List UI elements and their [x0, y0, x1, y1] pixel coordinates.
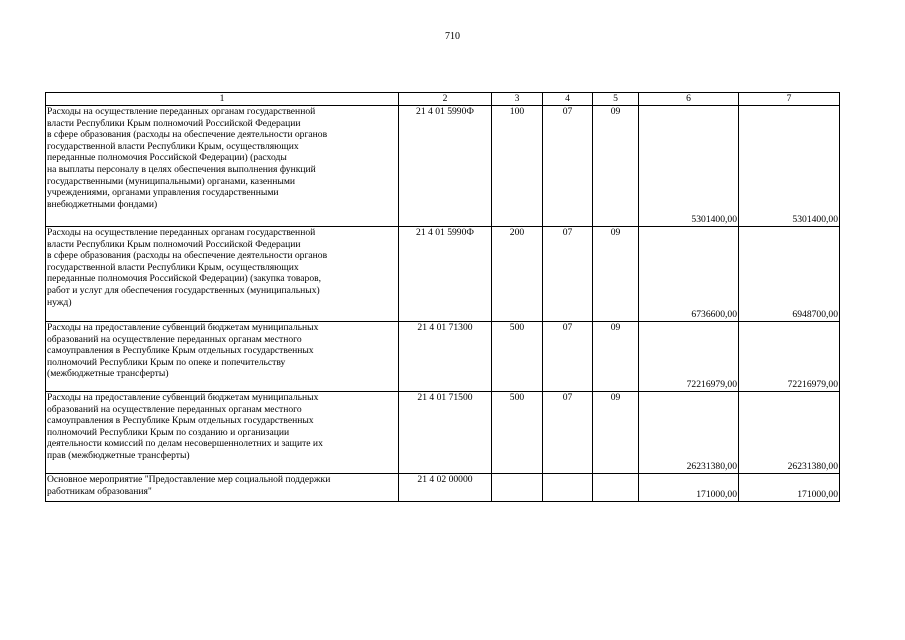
amount-col7: 171000,00 [739, 474, 840, 502]
header-cell: 2 [399, 93, 492, 106]
amount-col7: 5301400,00 [739, 106, 840, 227]
table-row [46, 227, 840, 322]
expense-name: Расходы на осуществление переданных органам государственной власти Республики Крым полномочий Российской Федерации в сфере образования (расходы на обеспечение деятельности органов государственной власти Республики Крым, осуществляющих переданные полномочия Российской Федерации) (закупка товаров, работ и услуг для обеспечения государственных (муниципальных) нужд) [46, 227, 399, 322]
budget-table [45, 92, 840, 502]
amount-col7: 6948700,00 [739, 227, 840, 322]
header-cell: 5 [593, 93, 639, 106]
header-cell: 3 [492, 93, 543, 106]
table-row [46, 474, 840, 502]
expense-type: 100 [492, 106, 543, 227]
table-row [46, 106, 840, 227]
target-code: 21 4 01 5990Ф [399, 227, 492, 322]
section [543, 474, 593, 502]
section: 07 [543, 106, 593, 227]
target-code: 21 4 01 5990Ф [399, 106, 492, 227]
subsection [593, 474, 639, 502]
table-header-row [46, 93, 840, 106]
target-code: 21 4 01 71300 [399, 322, 492, 392]
expense-name: Расходы на осуществление переданных органам государственной власти Республики Крым полномочий Российской Федерации в сфере образования (расходы на обеспечение деятельности органов государственной власти Республики Крым, осуществляющих переданные полномочия Российской Федерации) (расходы на выплаты персоналу в целях обеспечения выполнения функций государственными (муниципальными) органами, казенными учреждениями, органами управления государственными внебюджетными фондами) [46, 106, 399, 227]
amount-col6: 26231380,00 [639, 392, 739, 474]
expense-name: Расходы на предоставление субвенций бюджетам муниципальных образований на осуществление переданных органам местного самоуправления в Республике Крым отдельных государственных полномочий Республики Крым по созданию и организации деятельности комиссий по делам несовершеннолетних и защите их прав (межбюджетные трансферты) [46, 392, 399, 474]
expense-type [492, 474, 543, 502]
section: 07 [543, 392, 593, 474]
section: 07 [543, 227, 593, 322]
subsection: 09 [593, 392, 639, 474]
expense-name: Основное мероприятие "Предоставление мер социальной поддержки работникам образования" [46, 474, 399, 502]
subsection: 09 [593, 322, 639, 392]
target-code: 21 4 01 71500 [399, 392, 492, 474]
expense-type: 500 [492, 322, 543, 392]
expense-type: 200 [492, 227, 543, 322]
header-cell: 1 [46, 93, 399, 106]
header-cell: 6 [639, 93, 739, 106]
header-cell: 7 [739, 93, 840, 106]
amount-col6: 171000,00 [639, 474, 739, 502]
expense-type: 500 [492, 392, 543, 474]
header-cell: 4 [543, 93, 593, 106]
section: 07 [543, 322, 593, 392]
amount-col6: 5301400,00 [639, 106, 739, 227]
amount-col7: 26231380,00 [739, 392, 840, 474]
amount-col6: 6736600,00 [639, 227, 739, 322]
amount-col7: 72216979,00 [739, 322, 840, 392]
target-code: 21 4 02 00000 [399, 474, 492, 502]
amount-col6: 72216979,00 [639, 322, 739, 392]
subsection: 09 [593, 227, 639, 322]
expense-name: Расходы на предоставление субвенций бюджетам муниципальных образований на осуществление переданных органам местного самоуправления в Республике Крым отдельных государственных полномочий Республики Крым по опеке и попечительству (межбюджетные трансферты) [46, 322, 399, 392]
subsection: 09 [593, 106, 639, 227]
table-row [46, 392, 840, 474]
table-row [46, 322, 840, 392]
page-number: 710 [445, 31, 460, 42]
